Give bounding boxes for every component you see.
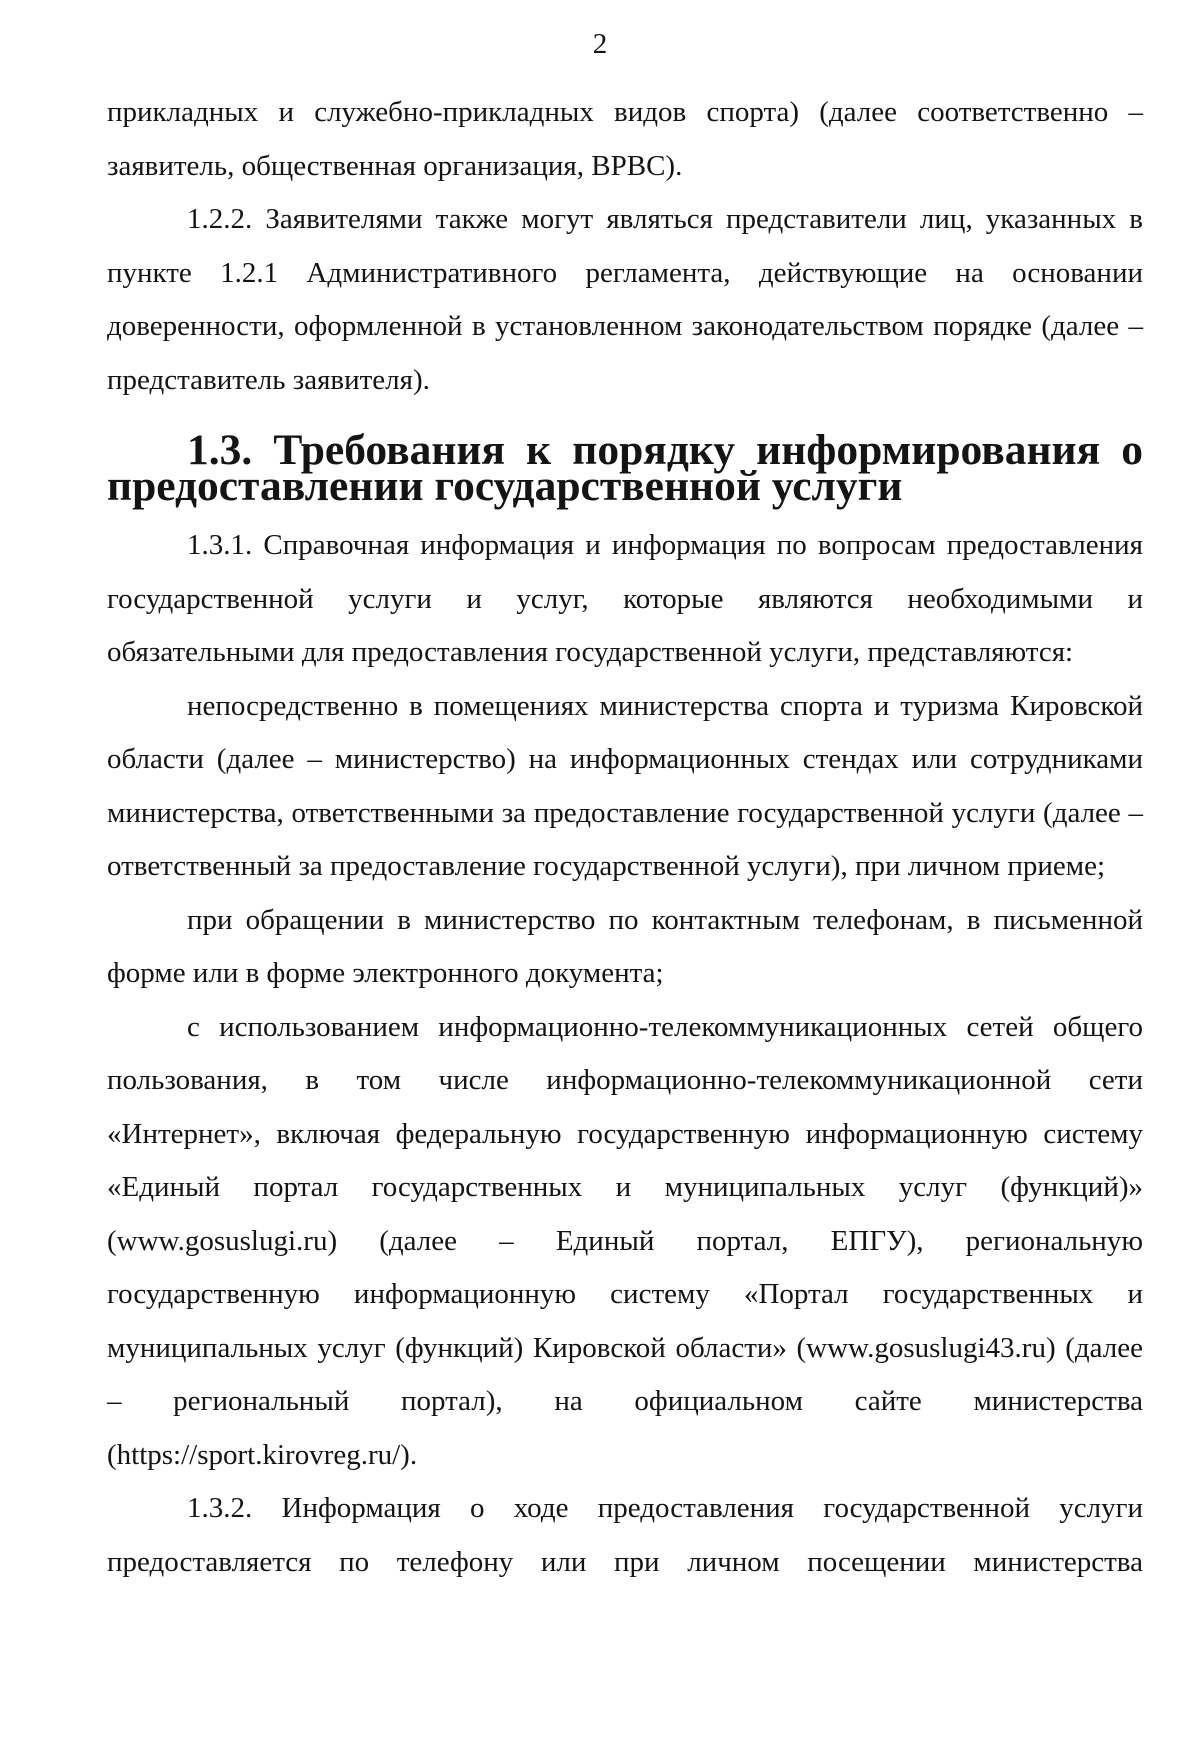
paragraph-applicants-continuation: прикладных и служебно-прикладных видов спорта) (далее соответственно – заявитель, общественная организация, ВРВС). <box>107 96 1143 182</box>
paragraph-1-3-1: 1.3.1. Справочная информация и информация по вопросам предоставления государственной услуги и услуг, которые являются необходимыми и обязательными для предоставления государственной услуги, представляются: <box>107 529 1143 668</box>
paragraph-1-2-2: 1.2.2. Заявителями также могут являться представители лиц, указанных в пункте 1.2.1 Административного регламента, действующие на основании доверенности, оформленной в установленном законодательством порядке (далее – представитель заявителя). <box>107 203 1143 396</box>
paragraph-ministry-premises: непосредственно в помещениях министерства спорта и туризма Кировской области (далее – министерство) на информационных стендах или сотрудниками министерства, ответственными за предоставление государственной услуги (далее – ответственный за предоставление государственной услуги), при личном приеме; <box>107 689 1143 882</box>
paragraph-phone-contact: при обращении в министерство по контактным телефонам, в письменной форме или в форме электронного документа; <box>107 903 1143 989</box>
page-number: 2 <box>592 28 608 60</box>
section-heading-1-3: 1.3. Требования к порядку информирования о предоставлении государственной услуги <box>107 426 1143 510</box>
paragraph-1-3-2: 1.3.2. Информация о ходе предоставления государственной услуги предоставляется по телефону или при личном посещении министерства <box>107 1492 1143 1578</box>
document-body <box>107 86 1143 1589</box>
paragraph-internet-portals: с использованием информационно-телекоммуникационных сетей общего пользования, в том числе информационно-телекоммуникационной сети «Интернет», включая федеральную государственную информационную систему «Единый портал государственных и муниципальных услуг (функций)» (www.gosuslugi.ru) (далее – Единый портал, ЕПГУ), региональную государственную информационную систему «Портал государственных и муниципальных услуг (функций) Кировской области» (www.gosuslugi43.ru) (далее – региональный портал), на официальном сайте министерства (https://sport.kirovreg.ru/). <box>107 1010 1143 1471</box>
